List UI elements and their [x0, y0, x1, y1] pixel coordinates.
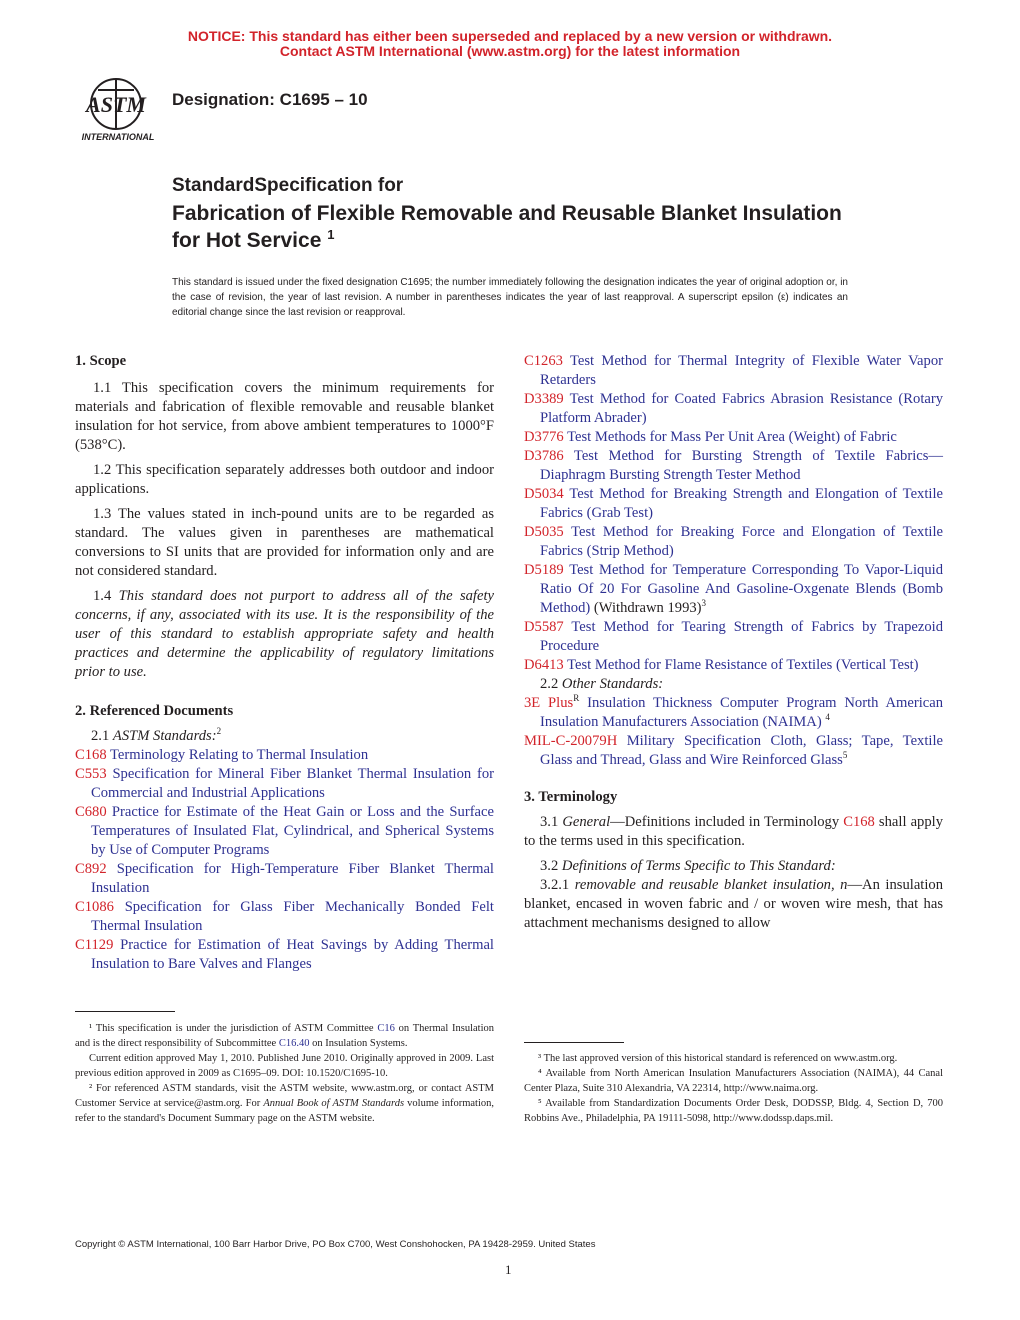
terminology-3-2	[524, 857, 943, 876]
ref-code-link[interactable]: 3E Plus	[524, 695, 574, 711]
ref-title-link[interactable]: Test Method for Temperature Corresponding To Vapor-Liquid Ratio Of 20 For Gasoline And Gasoline-Oxgenate Blends (Bomb Method)	[540, 562, 943, 616]
ref-item-d5587	[524, 618, 943, 656]
footnotes-right	[524, 1051, 943, 1126]
fn1-a: ¹ This specification is under the jurisdiction of ASTM Committee	[89, 1023, 378, 1034]
scope-1-4	[75, 587, 494, 682]
ref-title-link[interactable]: Test Method for Flame Resistance of Textiles (Vertical Test)	[567, 657, 919, 673]
terminology-3-1	[524, 813, 943, 851]
document-title	[172, 200, 872, 254]
ref-title-link[interactable]: Specification for Mineral Fiber Blanket Thermal Insulation for Commercial and Industrial Applications	[91, 766, 495, 801]
ref-item-c1086	[75, 898, 494, 936]
copyright-footer: Copyright © ASTM International, 100 Barr Harbor Drive, PO Box C700, West Conshohocken, PA 19428-2959. United States	[75, 1239, 596, 1250]
term-3-1-a: —Definitions included in Terminology	[610, 814, 844, 830]
term-3-2-text: Definitions of Terms Specific to This Standard:	[561, 858, 836, 874]
ref-code-link[interactable]: D3776	[524, 429, 564, 445]
ref-footnote-sup[interactable]: 5	[842, 750, 848, 761]
ref-code-link[interactable]: MIL-C-20079H	[524, 733, 618, 749]
term-3-1-term: General	[562, 814, 611, 830]
designation: Designation: C1695 – 10	[172, 90, 368, 109]
section-heading-terminology: 3. Terminology	[524, 789, 618, 805]
ref-item-d5189	[524, 561, 943, 618]
footnote-divider-right	[524, 1042, 624, 1043]
footnote-3: ³ The last approved version of this historical standard is referenced on www.astm.org.	[538, 1053, 898, 1064]
astm-logo	[76, 76, 160, 144]
ref-code-link[interactable]: D5587	[524, 619, 564, 635]
title-footnote-ref[interactable]: 1	[327, 227, 335, 242]
ref-code-link[interactable]: D5035	[524, 524, 564, 540]
ref-item-c553	[75, 765, 494, 803]
ref-title-link[interactable]: Test Method for Tearing Strength of Fabrics by Trapezoid Procedure	[540, 619, 943, 654]
term-3-1-link-c168[interactable]: C168	[843, 814, 875, 830]
fn1-link-c1640[interactable]: C16.40	[278, 1038, 310, 1049]
term-3-2-1-term: removable and reusable blanket insulation, n	[574, 877, 848, 893]
ref-item-d3776	[524, 428, 943, 447]
section-heading-scope: 1. Scope	[75, 353, 127, 369]
ref-item-d3389	[524, 390, 943, 428]
ref-item-d3786	[524, 447, 943, 485]
terminology-3-2-1	[524, 876, 943, 933]
ref-code-link[interactable]: C680	[75, 804, 107, 820]
ref-code-link[interactable]: D6413	[524, 657, 564, 673]
ref-title-link[interactable]: Practice for Estimation of Heat Savings by Adding Thermal Insulation to Bare Valves and Flanges	[91, 937, 494, 972]
refdocs-2-1-num: 2.1	[91, 728, 110, 744]
ref-code-link[interactable]: D5034	[524, 486, 564, 502]
refdocs-2-2-label: Other Standards:	[561, 676, 664, 692]
refdocs-2-2-num: 2.2	[540, 676, 559, 692]
term-3-1-b: shall apply to the terms used in this specification.	[524, 814, 943, 849]
ref-code-link[interactable]: C168	[75, 747, 107, 763]
ref-title-link[interactable]: Specification for High-Temperature Fiber Blanket Thermal Insulation	[91, 861, 494, 896]
other-standards-list	[524, 694, 943, 770]
footnotes-left	[75, 1021, 494, 1126]
right-column	[524, 352, 943, 933]
notice-line-2[interactable]: Contact ASTM International (www.astm.org) for the latest information	[279, 43, 741, 59]
left-column	[75, 352, 494, 974]
ref-code-link[interactable]: C553	[75, 766, 107, 782]
term-3-2-num: 3.2	[540, 858, 559, 874]
ref-item-3e-plus	[524, 694, 943, 732]
ref-title-link[interactable]: Specification for Glass Fiber Mechanically Bonded Felt Thermal Insulation	[91, 899, 494, 934]
scope-1-4-num: 1.4	[93, 588, 112, 604]
ref-title-link[interactable]: Test Method for Breaking Strength and Elongation of Textile Fabrics (Grab Test)	[540, 486, 943, 521]
ref-title-link[interactable]: Test Method for Breaking Force and Elongation of Textile Fabrics (Strip Method)	[540, 524, 943, 559]
ref-footnote-sup[interactable]: 4	[825, 712, 830, 723]
ref-title-link[interactable]: Military Specification Cloth, Glass; Tape, Textile Glass and Thread, Glass and Wire Reinforced Glass	[540, 733, 943, 768]
ref-title-link[interactable]: Practice for Estimate of the Heat Gain or Loss and the Surface Temperatures of Insulated Flat, Cylindrical, and Spherical Systems by Use of Computer Programs	[91, 804, 494, 858]
refdocs-2-1	[75, 727, 494, 746]
fn2-i: Annual Book of ASTM Standards	[263, 1098, 405, 1109]
footnote-1	[75, 1021, 494, 1051]
ref-extra: (Withdrawn 1993)	[590, 600, 702, 616]
scope-1-4-text: This standard does not purport to address all of the safety concerns, if any, associated with its use. It is the responsibility of the user of this standard to establish appropriate safety and health practices and determine the applicability of regulatory limitations prior to use.	[75, 588, 494, 680]
footnote-2	[75, 1081, 494, 1126]
fn1-b: on Thermal Insulation and is the direct responsibility of Subcommittee	[75, 1023, 494, 1049]
ref-item-c680	[75, 803, 494, 860]
ref-title-link[interactable]: Test Method for Bursting Strength of Textile Fabrics—Diaphragm Bursting Strength Tester Method	[540, 448, 944, 483]
fn1-c: on Insulation Systems.	[309, 1038, 408, 1049]
footnote-5: ⁵ Available from Standardization Documents Order Desk, DODSSP, Bldg. 4, Section D, 700 Robbins Ave., Philadelphia, PA 19111-5098, http://www.dodssp.daps.mil.	[524, 1098, 943, 1124]
ref-item-c892	[75, 860, 494, 898]
refdocs-2-1-sup[interactable]: 2	[216, 726, 222, 737]
fn2-b: volume information, refer to the standard's Document Summary page on the ASTM website.	[75, 1098, 494, 1124]
astm-standards-list-cont	[524, 352, 943, 675]
ref-item-c168	[75, 746, 494, 765]
svg-text:INTERNATIONAL: INTERNATIONAL	[81, 132, 155, 142]
ref-code-link[interactable]: C892	[75, 861, 107, 877]
term-3-1-num: 3.1	[540, 814, 559, 830]
fn1-link-c16[interactable]: C16	[377, 1023, 395, 1034]
footnote-1-edition: Current edition approved May 1, 2010. Published June 2010. Originally approved in 2009. Last previous edition approved in 2009 as C1695–09. DOI: 10.1520/C1695-10.	[75, 1053, 494, 1079]
svg-text:ASTM: ASTM	[86, 92, 146, 117]
ref-title-link[interactable]: Test Method for Coated Fabrics Abrasion Resistance (Rotary Platform Abrader)	[540, 391, 944, 426]
fn2-a: ² For referenced ASTM standards, visit the ASTM website, www.astm.org, or contact ASTM Customer Service at service@astm.org. For	[75, 1083, 494, 1109]
ref-code-link[interactable]: D5189	[524, 562, 564, 578]
ref-code-link[interactable]: C1086	[75, 899, 114, 915]
ref-code-link[interactable]: C1129	[75, 937, 114, 953]
refdocs-2-1-label: ASTM Standards:	[112, 728, 217, 744]
footnote-4: ⁴ Available from North American Insulation Manufacturers Association (NAIMA), 44 Canal Center Plaza, Suite 310 Alexandria, VA 22314, http://www.naima.org.	[524, 1068, 943, 1094]
ref-code-link[interactable]: D3389	[524, 391, 564, 407]
ref-title-link[interactable]: Insulation Thickness Computer Program North American Insulation Manufacturers Association (NAIMA)	[540, 695, 943, 730]
ref-item-d6413	[524, 656, 943, 675]
term-3-2-1-num: 3.2.1	[540, 877, 570, 893]
term-3-2-1-text: —An insulation blanket, encased in woven fabric and / or woven wire mesh, that has attachment mechanisms designed to allow	[524, 877, 943, 931]
ref-footnote-sup[interactable]: 3	[701, 598, 707, 609]
section-heading-refdocs: 2. Referenced Documents	[75, 703, 234, 719]
ref-item-mil-c-20079h	[524, 732, 943, 770]
refdocs-2-2	[524, 675, 943, 694]
intro-paragraph: This standard is issued under the fixed designation C1695; the number immediately following the designation indicates the year of original adoption or, in the case of revision, the year of last revision. A number in parentheses indicates the year of last reapproval. A superscript epsilon (ε) indicates an editorial change since the last revision or reapproval.	[172, 277, 848, 318]
scope-1-1: 1.1 This specification covers the minimum requirements for materials and fabrication of flexible removable and reusable blanket insulation for hot service, from above ambient temperatures to 1000°F (538°C).	[75, 380, 494, 453]
ref-title-link[interactable]: Test Method for Thermal Integrity of Flexible Water Vapor Retarders	[540, 353, 943, 388]
ref-item-c1263	[524, 352, 943, 390]
ref-code-sup: R	[573, 693, 580, 704]
ref-code-link[interactable]: D3786	[524, 448, 564, 464]
notice-line-1: NOTICE: This standard has either been superseded and replaced by a new version or withdrawn.	[187, 28, 833, 44]
footnote-divider-left	[75, 1011, 175, 1012]
title-text: Fabrication of Flexible Removable and Reusable Blanket Insulation for Hot Service	[172, 202, 842, 252]
scope-1-2: 1.2 This specification separately addresses both outdoor and indoor applications.	[75, 462, 494, 497]
ref-title-link[interactable]: Terminology Relating to Thermal Insulation	[110, 747, 369, 763]
scope-1-3: 1.3 The values stated in inch-pound units are to be regarded as standard. The values given in parentheses are mathematical conversions to SI units that are provided for information only and are not considered standard.	[75, 506, 494, 579]
ref-item-d5034	[524, 485, 943, 523]
ref-item-c1129	[75, 936, 494, 974]
title-line-1: StandardSpecification for	[172, 175, 404, 196]
ref-item-d5035	[524, 523, 943, 561]
ref-code-link[interactable]: C1263	[524, 353, 563, 369]
astm-standards-list	[75, 746, 494, 974]
ref-title-link[interactable]: Test Methods for Mass Per Unit Area (Weight) of Fabric	[567, 429, 897, 445]
page-number: 1	[505, 1262, 512, 1277]
